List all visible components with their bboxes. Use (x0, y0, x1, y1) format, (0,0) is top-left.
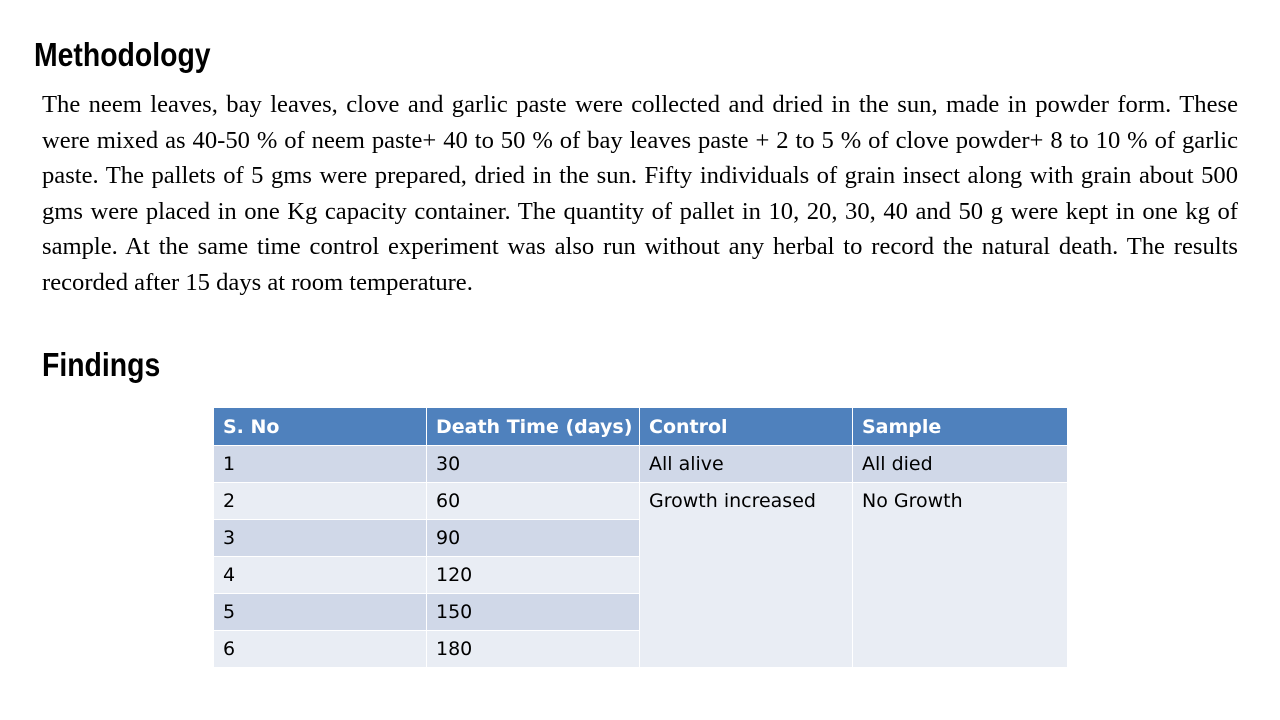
cell-control: All alive (640, 446, 853, 483)
cell-death-time: 180 (427, 631, 640, 668)
cell-sample: No Growth (853, 483, 1068, 668)
findings-table (213, 407, 1068, 668)
cell-sno: 6 (214, 631, 427, 668)
table-row (214, 483, 1068, 520)
cell-death-time: 150 (427, 594, 640, 631)
cell-death-time: 90 (427, 520, 640, 557)
cell-sno: 3 (214, 520, 427, 557)
cell-death-time: 60 (427, 483, 640, 520)
cell-control: Growth increased (640, 483, 853, 668)
methodology-heading: Methodology (34, 36, 211, 73)
table-row (214, 446, 1068, 483)
cell-sno: 1 (214, 446, 427, 483)
header-sample: Sample (853, 408, 1068, 446)
findings-heading: Findings (42, 346, 161, 383)
cell-sno: 4 (214, 557, 427, 594)
header-control: Control (640, 408, 853, 446)
cell-death-time: 30 (427, 446, 640, 483)
methodology-paragraph: The neem leaves, bay leaves, clove and garlic paste were collected and dried in the sun, made in powder form. These were mixed as 40-50 % of neem paste+ 40 to 50 % of bay leaves paste + 2 to 5 % of clove powder+ 8 to 10 % of garlic paste. The pallets of 5 gms were prepared, dried in the sun. Fifty individuals of grain insect along with grain about 500 gms were placed in one Kg capacity container. The quantity of pallet in 10, 20, 30, 40 and 50 g were kept in one kg of sample. At the same time control experiment was also run without any herbal to record the natural death. The results recorded after 15 days at room temperature. (42, 91, 1238, 296)
cell-sno: 2 (214, 483, 427, 520)
cell-sno: 5 (214, 594, 427, 631)
header-sno: S. No (214, 408, 427, 446)
cell-death-time: 120 (427, 557, 640, 594)
cell-sample: All died (853, 446, 1068, 483)
table-header-row (214, 408, 1068, 446)
header-death-time: Death Time (days) (427, 408, 640, 446)
